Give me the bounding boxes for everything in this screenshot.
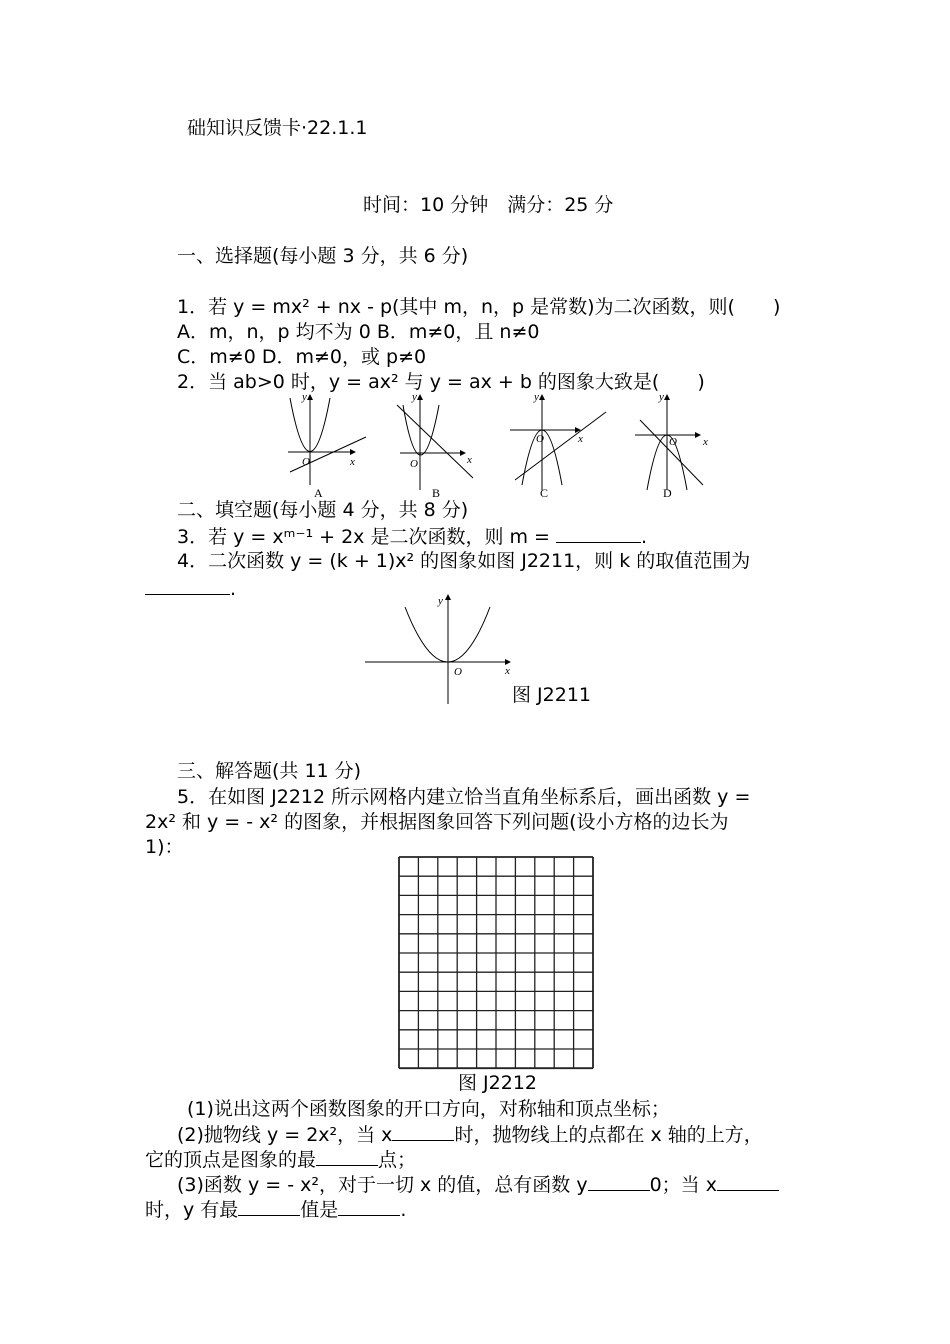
figure-j2212-caption: 图 J2212 — [458, 1072, 537, 1094]
graph-a — [288, 391, 366, 485]
question-5-line2: 2x² 和 y = - x² 的图象，并根据图象回答下列问题(设小方格的边长为 — [145, 811, 729, 833]
origin-label: O — [302, 456, 310, 468]
question-2: 2．当 ab>0 时，y = ax² 与 y = ax + b 的图象大致是( ) — [177, 371, 705, 393]
q4-answer-blank[interactable] — [145, 576, 230, 595]
p2-blank-2[interactable] — [316, 1147, 378, 1166]
part-2 — [177, 1122, 763, 1147]
p3-blank-1[interactable] — [588, 1172, 650, 1191]
p3-text-3: 时，y 有最 — [145, 1199, 239, 1221]
p2-text-2: 时，抛物线上的点都在 x 轴的上方， — [454, 1124, 763, 1146]
figure-j2211-caption: 图 J2211 — [512, 684, 591, 706]
y-label: y — [534, 391, 539, 403]
question-4: 4．二次函数 y = (k + 1)x² 的图象如图 J2211，则 k 的取值范围为 — [177, 550, 751, 572]
time-score: 时间：10 分钟 满分：25 分 — [363, 194, 614, 216]
origin-label: O — [669, 436, 677, 448]
y-label: y — [302, 391, 307, 403]
p3-text-2: 0；当 x — [649, 1174, 717, 1196]
section-1-heading: 一、选择题(每小题 3 分，共 6 分) — [177, 245, 469, 267]
p3-blank-4[interactable] — [338, 1197, 400, 1216]
graph-d-label: D — [663, 486, 672, 500]
origin-label: O — [536, 433, 544, 445]
x-label: x — [467, 454, 472, 466]
p3-blank-3[interactable] — [238, 1197, 300, 1216]
q1-options-cd: C．m≠0 D．m≠0，或 p≠0 — [177, 346, 427, 368]
part-3-cont — [145, 1197, 406, 1222]
p3-blank-2[interactable] — [717, 1172, 779, 1191]
question-5-line1: 5．在如图 J2212 所示网格内建立恰当直角坐标系后，画出函数 y = — [177, 786, 751, 808]
y-label: y — [412, 391, 417, 403]
x-label: x — [703, 436, 708, 448]
q4-end: . — [230, 578, 237, 600]
p3-end: . — [400, 1199, 407, 1221]
graph-c — [510, 391, 606, 490]
q1-options-ab: A．m，n，p 均不为 0 B．m≠0，且 n≠0 — [177, 321, 540, 343]
section-2-heading: 二、填空题(每小题 4 分，共 8 分) — [177, 499, 469, 521]
part-2-cont — [145, 1147, 416, 1172]
y-label: y — [438, 595, 443, 607]
question-1: 1．若 y = mx² + nx - p(其中 m，n，p 是常数)为二次函数，则( ) — [177, 296, 781, 318]
part-3 — [177, 1172, 779, 1197]
y-label: y — [659, 391, 664, 403]
sheet-title: 础知识反馈卡·22.1.1 — [187, 117, 368, 139]
x-label: x — [578, 433, 583, 445]
part-1: (1)说出这两个函数图象的开口方向，对称轴和顶点坐标； — [187, 1098, 670, 1120]
graph-b-label: B — [432, 486, 441, 500]
q3-answer-blank[interactable] — [556, 524, 641, 543]
section-3-heading: 三、解答题(共 11 分) — [177, 760, 362, 782]
p2-text-4: 点； — [378, 1149, 417, 1171]
p3-text-4: 值是 — [300, 1199, 339, 1221]
q3-text: 3．若 y = xᵐ⁻¹ + 2x 是二次函数，则 m = — [177, 526, 550, 548]
p2-text: (2)抛物线 y = 2x²，当 x — [177, 1124, 393, 1146]
p2-text-3: 它的顶点是图象的最 — [145, 1149, 317, 1171]
graph-a-label: A — [314, 486, 323, 500]
question-5-line3: 1)： — [145, 836, 184, 858]
p2-blank-1[interactable] — [392, 1122, 454, 1141]
x-label: x — [350, 456, 355, 468]
x-label: x — [505, 665, 510, 677]
figure-j2212-grid[interactable] — [398, 856, 596, 1070]
figure-j2211 — [360, 592, 520, 704]
q3-end: . — [641, 526, 648, 548]
graph-c-label: C — [540, 486, 549, 500]
q4-answer-line — [145, 576, 236, 601]
origin-label: O — [410, 458, 418, 470]
p3-text: (3)函数 y = - x²，对于一切 x 的值，总有函数 y — [177, 1174, 588, 1196]
origin-label: O — [454, 666, 462, 678]
question-3 — [177, 524, 647, 549]
graph-b — [397, 391, 473, 490]
graph-d — [635, 391, 708, 490]
